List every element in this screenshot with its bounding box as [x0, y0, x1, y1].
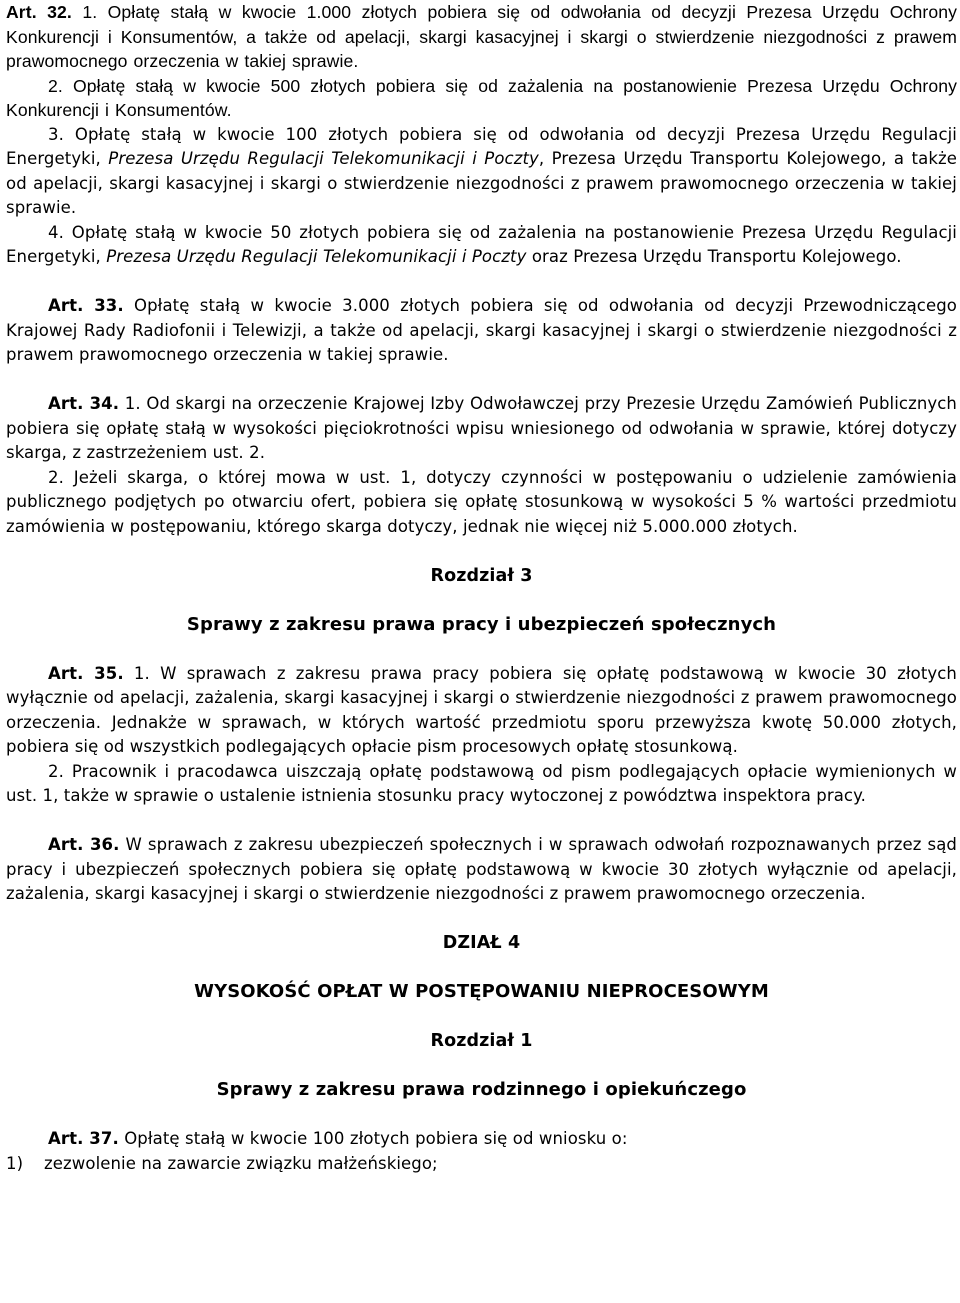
art36-heading: Art. 36.: [48, 835, 120, 854]
art33-heading: Art. 33.: [48, 296, 124, 315]
art34-par1: Art. 34. 1. Od skargi na orzeczenie Krajowej Izby Odwoławczej przy Prezesie Urzędu Zamówień Publicznych pobiera się opłatę stałą w wysokości pięciokrotności wpisu wniesionego od odwołania w sprawie, której dotyczy skarga, z zastrzeżeniem ust. 2.: [6, 394, 957, 462]
chapter1-subtitle: Sprawy z zakresu prawa rodzinnego i opiekuńczego: [216, 1079, 747, 1100]
art37-heading: Art. 37.: [48, 1129, 119, 1148]
art35-heading: Art. 35.: [48, 663, 124, 683]
art32-par3: 3. Opłatę stałą w kwocie 100 złotych pobiera się od odwołania od decyzji Prezesa Urzędu Regulacji Energetyki, Prezesa Urzędu Regulacji Telekomunikacji i Poczty, Prezesa Urzędu Transportu Kolejowego, a także od apelacji, skargi kasacyjnej i skargi o stwierdzenie niezgodności z prawem prawomocnego orzeczenia w takiej sprawie.: [6, 124, 957, 217]
chapter3-title: Rozdział 3: [430, 565, 533, 586]
art33-par: Art. 33. Opłatę stałą w kwocie 3.000 złotych pobiera się od odwołania od decyzji Przewodniczącego Krajowej Rady Radiofonii i Telewizji, a także od apelacji, skargi kasacyjnej i skargi o stwierdzenie niezgodności z prawem prawomocnego orzeczenia w takiej sprawie.: [6, 296, 957, 364]
list-item: 1) zezwolenie na zawarcie związku małżeńskiego;: [6, 1153, 438, 1173]
art35-par1: Art. 35. 1. W sprawach z zakresu prawa pracy pobiera się opłatę podstawową w kwocie 30 złotych wyłącznie od apelacji, zażalenia, skargi kasacyjnej i skargi o stwierdzenie niezgodności z prawem prawomocnego orzeczenia. Jednakże w sprawach, w których wartość przedmiotu sporu przewyższa kwotę 50.000 złotych, pobiera się od wszystkich podlegających opłacie pism procesowych opłatę stosunkową.: [6, 663, 957, 756]
art34-par2: 2. Jeżeli skarga, o której mowa w ust. 1, dotyczy czynności w postępowaniu o udzielenie zamówienia publicznego podjętych po otwarciu ofert, pobiera się opłatę stosunkową w wysokości 5 % wartości przedmiotu zamówienia w postępowaniu, którego skarga dotyczy, jednak nie więcej niż 5.000.000 złotych.: [6, 467, 957, 536]
art32-par2: 2. Opłatę stałą w kwocie 500 złotych pobiera się od zażalenia na postanowienie Prezesa Urzędu Ochrony Konkurencji i Konsumentów.: [6, 75, 957, 120]
art34-heading: Art. 34.: [48, 394, 120, 413]
art37-par: Art. 37. Opłatę stałą w kwocie 100 złotych pobiera się od wniosku o:: [48, 1129, 628, 1148]
division4-subtitle: WYSOKOŚĆ OPŁAT W POSTĘPOWANIU NIEPROCESOWYM: [194, 981, 769, 1002]
chapter3-subtitle: Sprawy z zakresu prawa pracy i ubezpieczeń społecznych: [186, 613, 777, 635]
chapter1-title: Rozdział 1: [430, 1031, 533, 1051]
art35-par2: 2. Pracownik i pracodawca uiszczają opłatę podstawową od pism podlegających opłacie wymienionych w ust. 1, także w sprawie o ustalenie istnienia stosunku pracy wytoczonej z powództwa inspektora pracy.: [6, 761, 957, 805]
art32-par4: 4. Opłatę stałą w kwocie 50 złotych pobiera się od zażalenia na postanowienie Prezesa Urzędu Regulacji Energetyki, Prezesa Urzędu Regulacji Telekomunikacji i Poczty oraz Prezesa Urzędu Transportu Kolejowego.: [6, 222, 957, 266]
art36-par: Art. 36. W sprawach z zakresu ubezpieczeń społecznych i w sprawach odwołań rozpoznawanych przez sąd pracy i ubezpieczeń społecznych pobiera się opłatę podstawową w kwocie 30 złotych wyłącznie od apelacji, zażalenia, skargi kasacyjnej i skargi o stwierdzenie niezgodności z prawem prawomocnego orzeczenia.: [6, 835, 957, 903]
art32-heading: Art. 32.: [6, 2, 72, 22]
art32-par1: Art. 32. 1. Opłatę stałą w kwocie 1.000 złotych pobiera się od odwołania od decyzji Prezesa Urzędu Ochrony Konkurencji i Konsumentów, a także od apelacji, skargi kasacyjnej i skargi o stwierdzenie niezgodności z prawem prawomocnego orzeczenia w takiej sprawie.: [6, 2, 957, 71]
division4-title: DZIAŁ 4: [442, 933, 521, 953]
